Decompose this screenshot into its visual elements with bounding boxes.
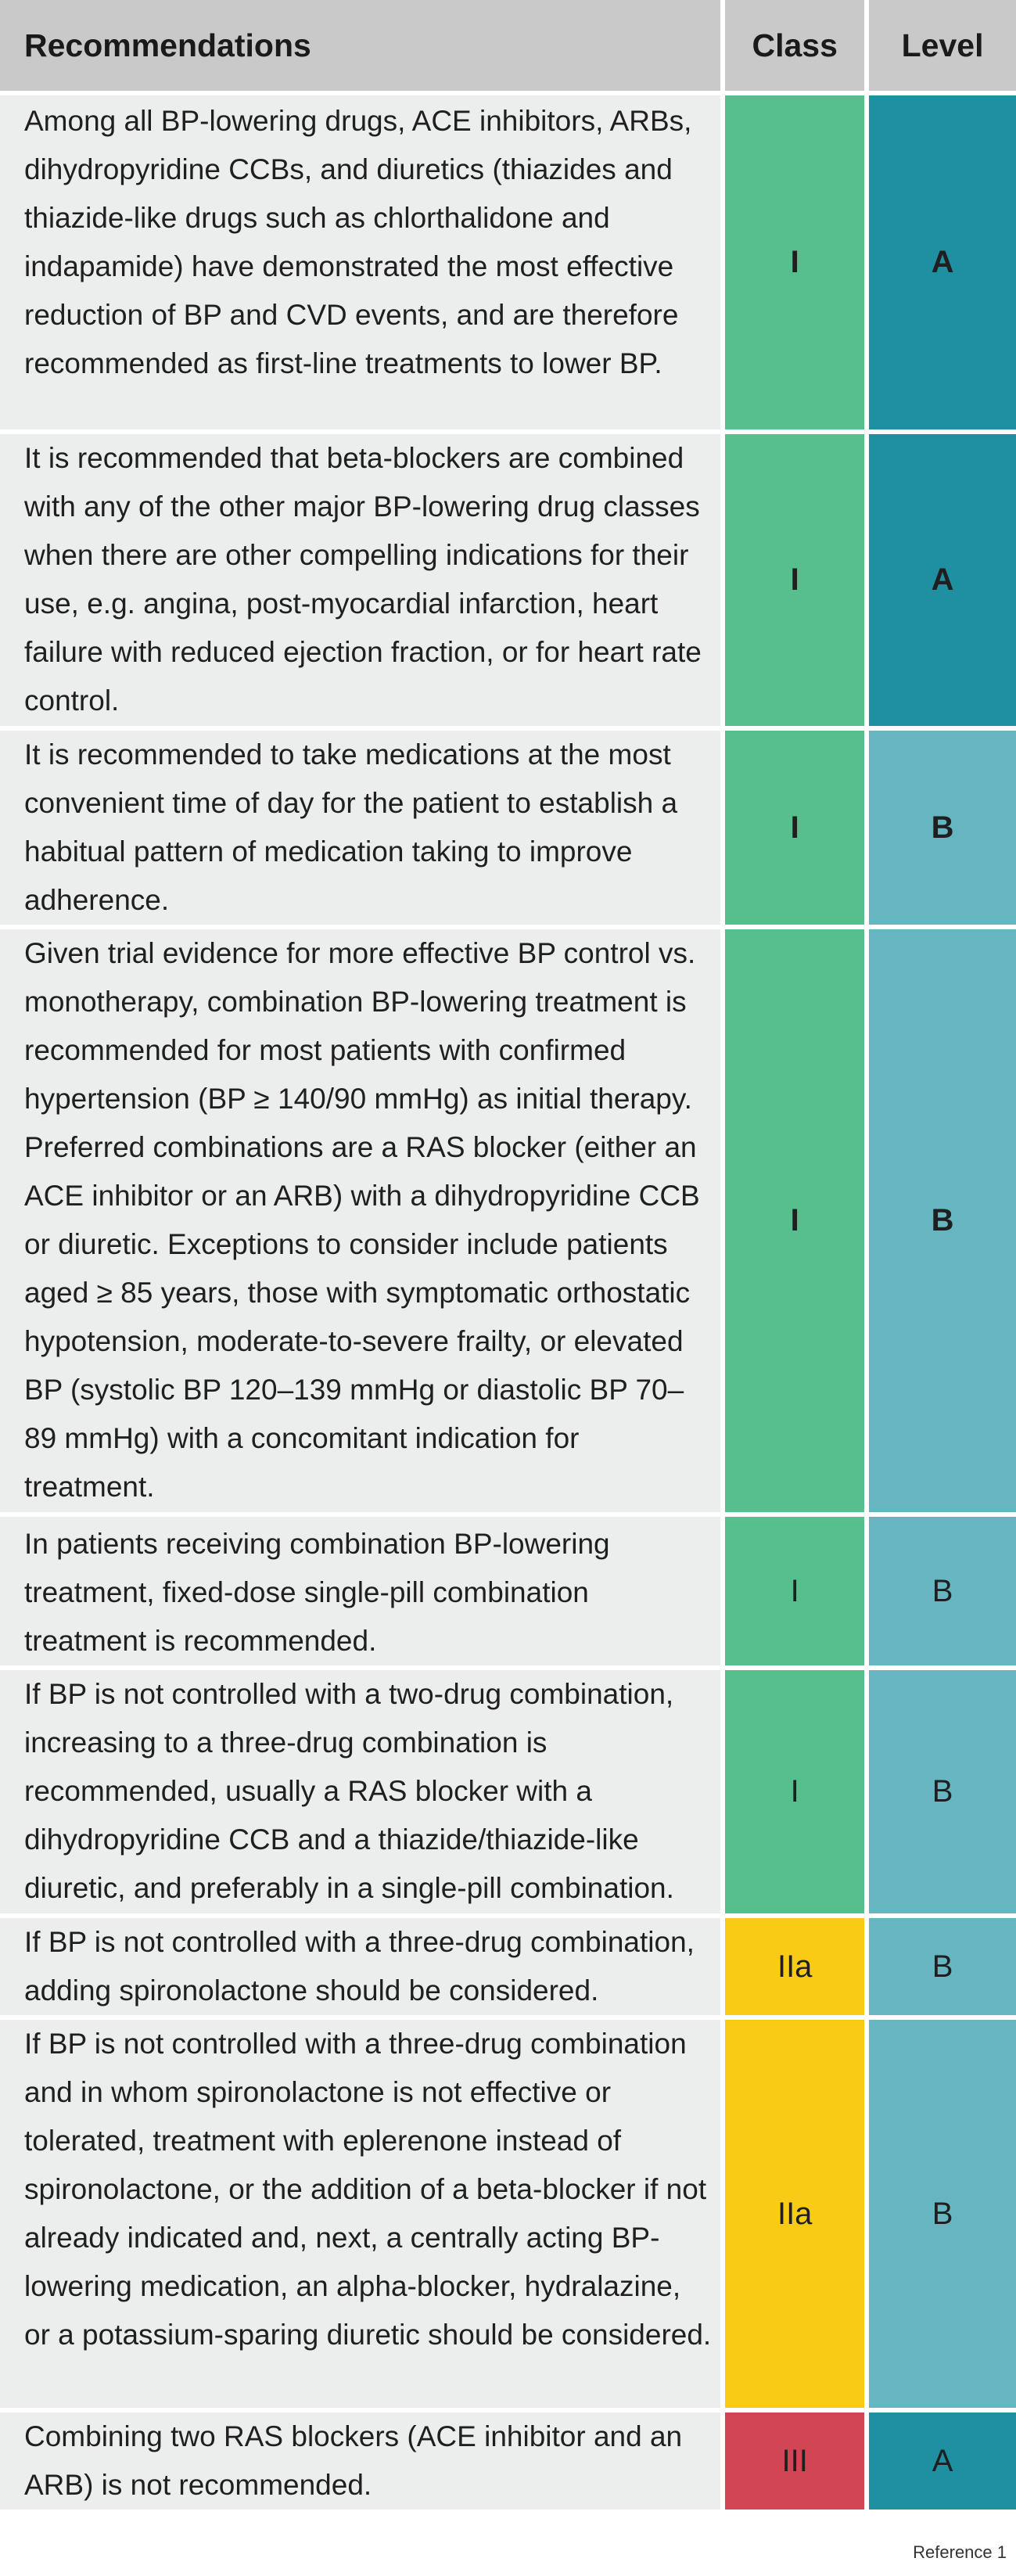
- class-cell: IIa: [725, 1913, 869, 2015]
- class-cell: I: [725, 1512, 869, 1665]
- recommendation-text: Given trial evidence for more effective BP control vs. monotherapy, combination BP-lowering treatment is recommended for most patients with confirmed hypertension (BP ≥ 140/90 mmHg) as initial therapy. Preferred combinations are a RAS blocker (either an ACE inhibitor or an ARB) with a dihydropyridine CCB or diuretic. Exceptions to consider include patients aged ≥ 85 years, those with symptomatic orthostatic hypotension, moderate-to-severe frailty, or elevated BP (systolic BP 120–139 mmHg or diastolic BP 70–89 mmHg) with a concomitant indication for treatment.: [0, 925, 725, 1512]
- table-row: [0, 91, 1016, 429]
- class-cell: III: [725, 2408, 869, 2510]
- table-row: [0, 2015, 1016, 2408]
- recommendation-text: It is recommended that beta-blockers are combined with any of the other major BP-lowering drug classes when there are other compelling indications for their use, e.g. angina, post-myocardial infarction, heart failure with reduced ejection fraction, or for heart rate control.: [0, 429, 725, 726]
- table-row: [0, 726, 1016, 925]
- table-row: [0, 1665, 1016, 1913]
- level-cell: A: [869, 429, 1016, 726]
- table-row: [0, 2408, 1016, 2510]
- table-row: [0, 1512, 1016, 1665]
- level-cell: B: [869, 925, 1016, 1512]
- class-cell: I: [725, 429, 869, 726]
- level-cell: B: [869, 726, 1016, 925]
- header-recommendations: Recommendations: [0, 0, 725, 91]
- header-class: Class: [725, 0, 869, 91]
- class-cell: I: [725, 1665, 869, 1913]
- level-cell: A: [869, 91, 1016, 429]
- level-cell: B: [869, 2015, 1016, 2408]
- table-row: [0, 429, 1016, 726]
- recommendation-text: Among all BP-lowering drugs, ACE inhibitors, ARBs, dihydropyridine CCBs, and diuretics (thiazides and thiazide-like drugs such as chlorthalidone and indapamide) have demonstrated the most effective reduction of BP and CVD events, and are therefore recommended as first-line treatments to lower BP.: [0, 91, 725, 429]
- recommendation-text: It is recommended to take medications at the most convenient time of day for the patient to establish a habitual pattern of medication taking to improve adherence.: [0, 726, 725, 925]
- table-header-row: [0, 0, 1016, 91]
- class-cell: I: [725, 925, 869, 1512]
- reference-note: Reference 1: [913, 2542, 1007, 2562]
- table-row: [0, 925, 1016, 1512]
- recommendation-text: Combining two RAS blockers (ACE inhibitor and an ARB) is not recommended.: [0, 2408, 725, 2510]
- header-level: Level: [869, 0, 1016, 91]
- class-cell: I: [725, 91, 869, 429]
- table-row: [0, 1913, 1016, 2015]
- recommendation-text: If BP is not controlled with a three-drug combination, adding spironolactone should be considered.: [0, 1913, 725, 2015]
- level-cell: B: [869, 1512, 1016, 1665]
- recommendation-text: If BP is not controlled with a two-drug combination, increasing to a three-drug combination is recommended, usually a RAS blocker with a dihydropyridine CCB and a thiazide/thiazide-like diuretic, and preferably in a single-pill combination.: [0, 1665, 725, 1913]
- recommendation-text: If BP is not controlled with a three-drug combination and in whom spironolactone is not effective or tolerated, treatment with eplerenone instead of spironolactone, or the addition of a beta-blocker if not already indicated and, next, a centrally acting BP-lowering medication, an alpha-blocker, hydralazine, or a potassium-sparing diuretic should be considered.: [0, 2015, 725, 2408]
- class-cell: IIa: [725, 2015, 869, 2408]
- class-cell: I: [725, 726, 869, 925]
- recommendation-text: In patients receiving combination BP-lowering treatment, fixed-dose single-pill combination treatment is recommended.: [0, 1512, 725, 1665]
- level-cell: B: [869, 1665, 1016, 1913]
- level-cell: B: [869, 1913, 1016, 2015]
- level-cell: A: [869, 2408, 1016, 2510]
